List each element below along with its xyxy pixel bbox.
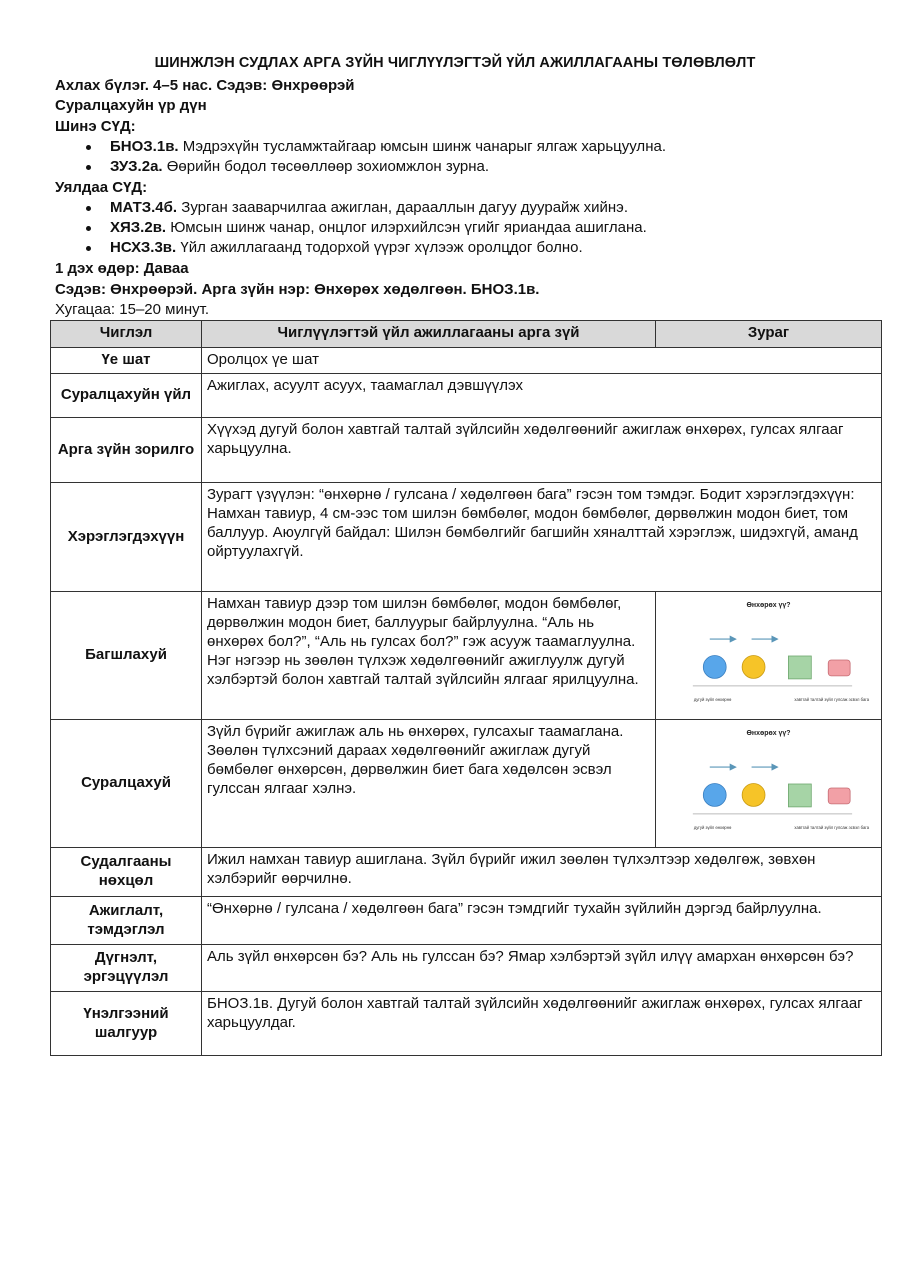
table-row xyxy=(51,483,882,592)
figure-caption-left: дугуй зүйл өнхөрнө xyxy=(693,824,732,830)
green-block-icon xyxy=(788,656,811,679)
outcome-code: НСХЗ.3в. xyxy=(110,239,177,256)
list-item xyxy=(55,198,647,218)
related-outcomes-heading: Уялдаа СҮД: xyxy=(55,179,148,196)
new-outcomes-list xyxy=(55,137,666,177)
plan-table xyxy=(50,320,882,1056)
row-text: Аль зүйл өнхөрсөн бэ? Аль нь гулссан бэ? Ямар хэлбэртэй зүйл илүү амархан өнхөрсөн бэ? xyxy=(202,945,882,992)
row-label: Дүгнэлт, эргэцүүлэл xyxy=(51,945,202,992)
row-text: Оролцох үе шат xyxy=(202,348,882,374)
outcome-heading: Суралцахуйн үр дүн xyxy=(55,97,207,114)
outcome-code: ЗУЗ.2а. xyxy=(110,158,163,175)
outcome-text: Өөрийн бодол төсөөллөөр зохиомжлон зурна. xyxy=(162,158,490,175)
row-text: БНОЗ.1в. Дугуй болон хавтгай талтай зүйлсийн хөдөлгөөнийг ажиглаж өнхөрөх, гулсах ялгааг харьцуулдаг. xyxy=(202,992,882,1056)
figure-caption-right: хавтгай талтай зүйл гулсаж эсвэл бага xyxy=(794,696,870,702)
row-label: Суралцахуйн үйл xyxy=(51,374,202,418)
figure-caption-left: дугуй зүйл өнхөрнө xyxy=(693,696,732,702)
group-line: Ахлах бүлэг. 4–5 нас. Сэдэв: Өнхрөөрэй xyxy=(55,77,355,94)
row-label: Ажиглалт, тэмдэглэл xyxy=(51,897,202,945)
table-row xyxy=(51,945,882,992)
table-header-row xyxy=(51,321,882,348)
row-label: Багшлахуй xyxy=(51,592,202,720)
column-header: Чиглүүлэгтэй үйл ажиллагааны арга зүй xyxy=(202,321,656,348)
row-text: Зүйл бүрийг ажиглаж аль нь өнхөрөх, гулсахыг таамаглана. Зөөлөн түлхсэний дараах хөдөлгөөнийг ажиглаж дугуй бөмбөлөг өнхөрсөн, дөрвөлжин биет бага хөдөлсөн эсвэл гулссан ялгааг хэлнэ. xyxy=(202,720,656,848)
row-text: “Өнхөрнө / гулсана / хөдөлгөөн бага” гэсэн тэмдгийг тухайн зүйлийн дэргэд байрлуулна. xyxy=(202,897,882,945)
row-label: Үе шат xyxy=(51,348,202,374)
table-row xyxy=(51,992,882,1056)
column-header: Зураг xyxy=(656,321,882,348)
figure-title: Өнхөрөх үү? xyxy=(746,730,791,738)
figure-title: Өнхөрөх үү? xyxy=(746,602,791,610)
outcome-code: МАТЗ.4б. xyxy=(110,199,178,216)
blue-ball-icon xyxy=(703,655,726,678)
outcome-text: Юмсын шинж чанар, онцлог илэрхийлсэн үгийг яриандаа ашиглана. xyxy=(166,219,647,236)
rolling-illustration xyxy=(658,594,879,714)
table-row xyxy=(51,418,882,483)
rolling-illustration xyxy=(658,722,879,842)
table-row xyxy=(51,720,882,848)
table-row xyxy=(51,592,882,720)
outcome-text: Мэдрэхүйн тусламжтайгаар юмсын шинж чанарыг ялгаж харьцуулна. xyxy=(178,138,666,155)
outcome-text: Зурган зааварчилгаа ажиглан, дарааллын дагуу дуурайж хийнэ. xyxy=(177,199,629,216)
table-row xyxy=(51,897,882,945)
table-row xyxy=(51,374,882,418)
table-row xyxy=(51,848,882,897)
document-title: ШИНЖЛЭН СУДЛАХ АРГА ЗҮЙН ЧИГЛҮҮЛЭГТЭЙ ҮЙЛ АЖИЛЛАГААНЫ ТӨЛӨВЛӨЛТ xyxy=(154,55,756,71)
row-label: Үнэлгээний шалгуур xyxy=(51,992,202,1056)
outcome-code: ХЯЗ.2в. xyxy=(110,219,167,236)
list-item xyxy=(55,218,647,238)
eraser-icon xyxy=(828,660,850,676)
duration-line: Хугацаа: 15–20 минут. xyxy=(55,301,209,318)
list-item xyxy=(55,157,666,177)
figure-caption-right: хавтгай талтай зүйл гулсаж эсвэл бага xyxy=(794,824,870,830)
row-text: Намхан тавиур дээр том шилэн бөмбөлөг, модон бөмбөлөг, дөрвөлжин модон биет, баллуурыг байрлуулна. “Аль нь өнхөрөх бол?”, “Аль нь гулсах бол?” гэж асууж таамаглуулна. Нэг нэгээр нь зөөлөн түлхэж хөдөлгөөнийг ажиглуулж дугуй хэлбэртэй болон хавтгай талтай зүйлсийн ялгааг ярилцуулна. xyxy=(202,592,656,720)
figure-cell xyxy=(656,720,882,848)
figure-cell xyxy=(656,592,882,720)
row-text: Хүүхэд дугуй болон хавтгай талтай зүйлсийн хөдөлгөөнийг ажиглаж өнхөрөх, гулсах ялгааг харьцуулна. xyxy=(202,418,882,483)
row-label: Суралцахуй xyxy=(51,720,202,848)
outcome-code: БНОЗ.1в. xyxy=(110,138,179,155)
yellow-ball-icon xyxy=(742,655,765,678)
row-label: Хэрэглэгдэхүүн xyxy=(51,483,202,592)
row-label: Арга зүйн зорилго xyxy=(51,418,202,483)
row-text: Зурагт үзүүлэн: “өнхөрнө / гулсана / хөдөлгөөн бага” гэсэн том тэмдэг. Бодит хэрэглэгдэхүүн: Намхан тавиур, 4 см-ээс том шилэн бөмбөлөг, модон бөмбөлөг, дөрвөлжин модон биет, том баллуур. Аюулгүй байдал: Шилэн бөмбөлгийг багшийн хяналттай хэрэглэж, шидэхгүй, аманд ойртуулахгүй. xyxy=(202,483,882,592)
yellow-ball-icon xyxy=(742,783,765,806)
topic-line: Сэдэв: Өнхрөөрэй. Арга зүйн нэр: Өнхөрөх хөдөлгөөн. БНОЗ.1в. xyxy=(55,281,540,298)
row-label: Судалгааны нөхцөл xyxy=(51,848,202,897)
column-header: Чиглэл xyxy=(51,321,202,348)
list-item xyxy=(55,137,666,157)
outcome-text: Үйл ажиллагаанд тодорхой үүрэг хүлээж оролцдог болно. xyxy=(176,239,583,256)
green-block-icon xyxy=(788,784,811,807)
list-item xyxy=(55,238,647,258)
table-row xyxy=(51,348,882,374)
row-text: Ажиглах, асуулт асуух, таамаглал дэвшүүлэх xyxy=(202,374,882,418)
new-outcomes-heading: Шинэ СҮД: xyxy=(55,118,136,135)
blue-ball-icon xyxy=(703,783,726,806)
eraser-icon xyxy=(828,788,850,804)
day-line: 1 дэх өдөр: Даваа xyxy=(55,260,189,277)
related-outcomes-list xyxy=(55,198,647,258)
row-text: Ижил намхан тавиур ашиглана. Зүйл бүрийг ижил зөөлөн түлхэлтээр хөдөлгөж, зөвхөн хэлбэрийг өөрчилнө. xyxy=(202,848,882,897)
